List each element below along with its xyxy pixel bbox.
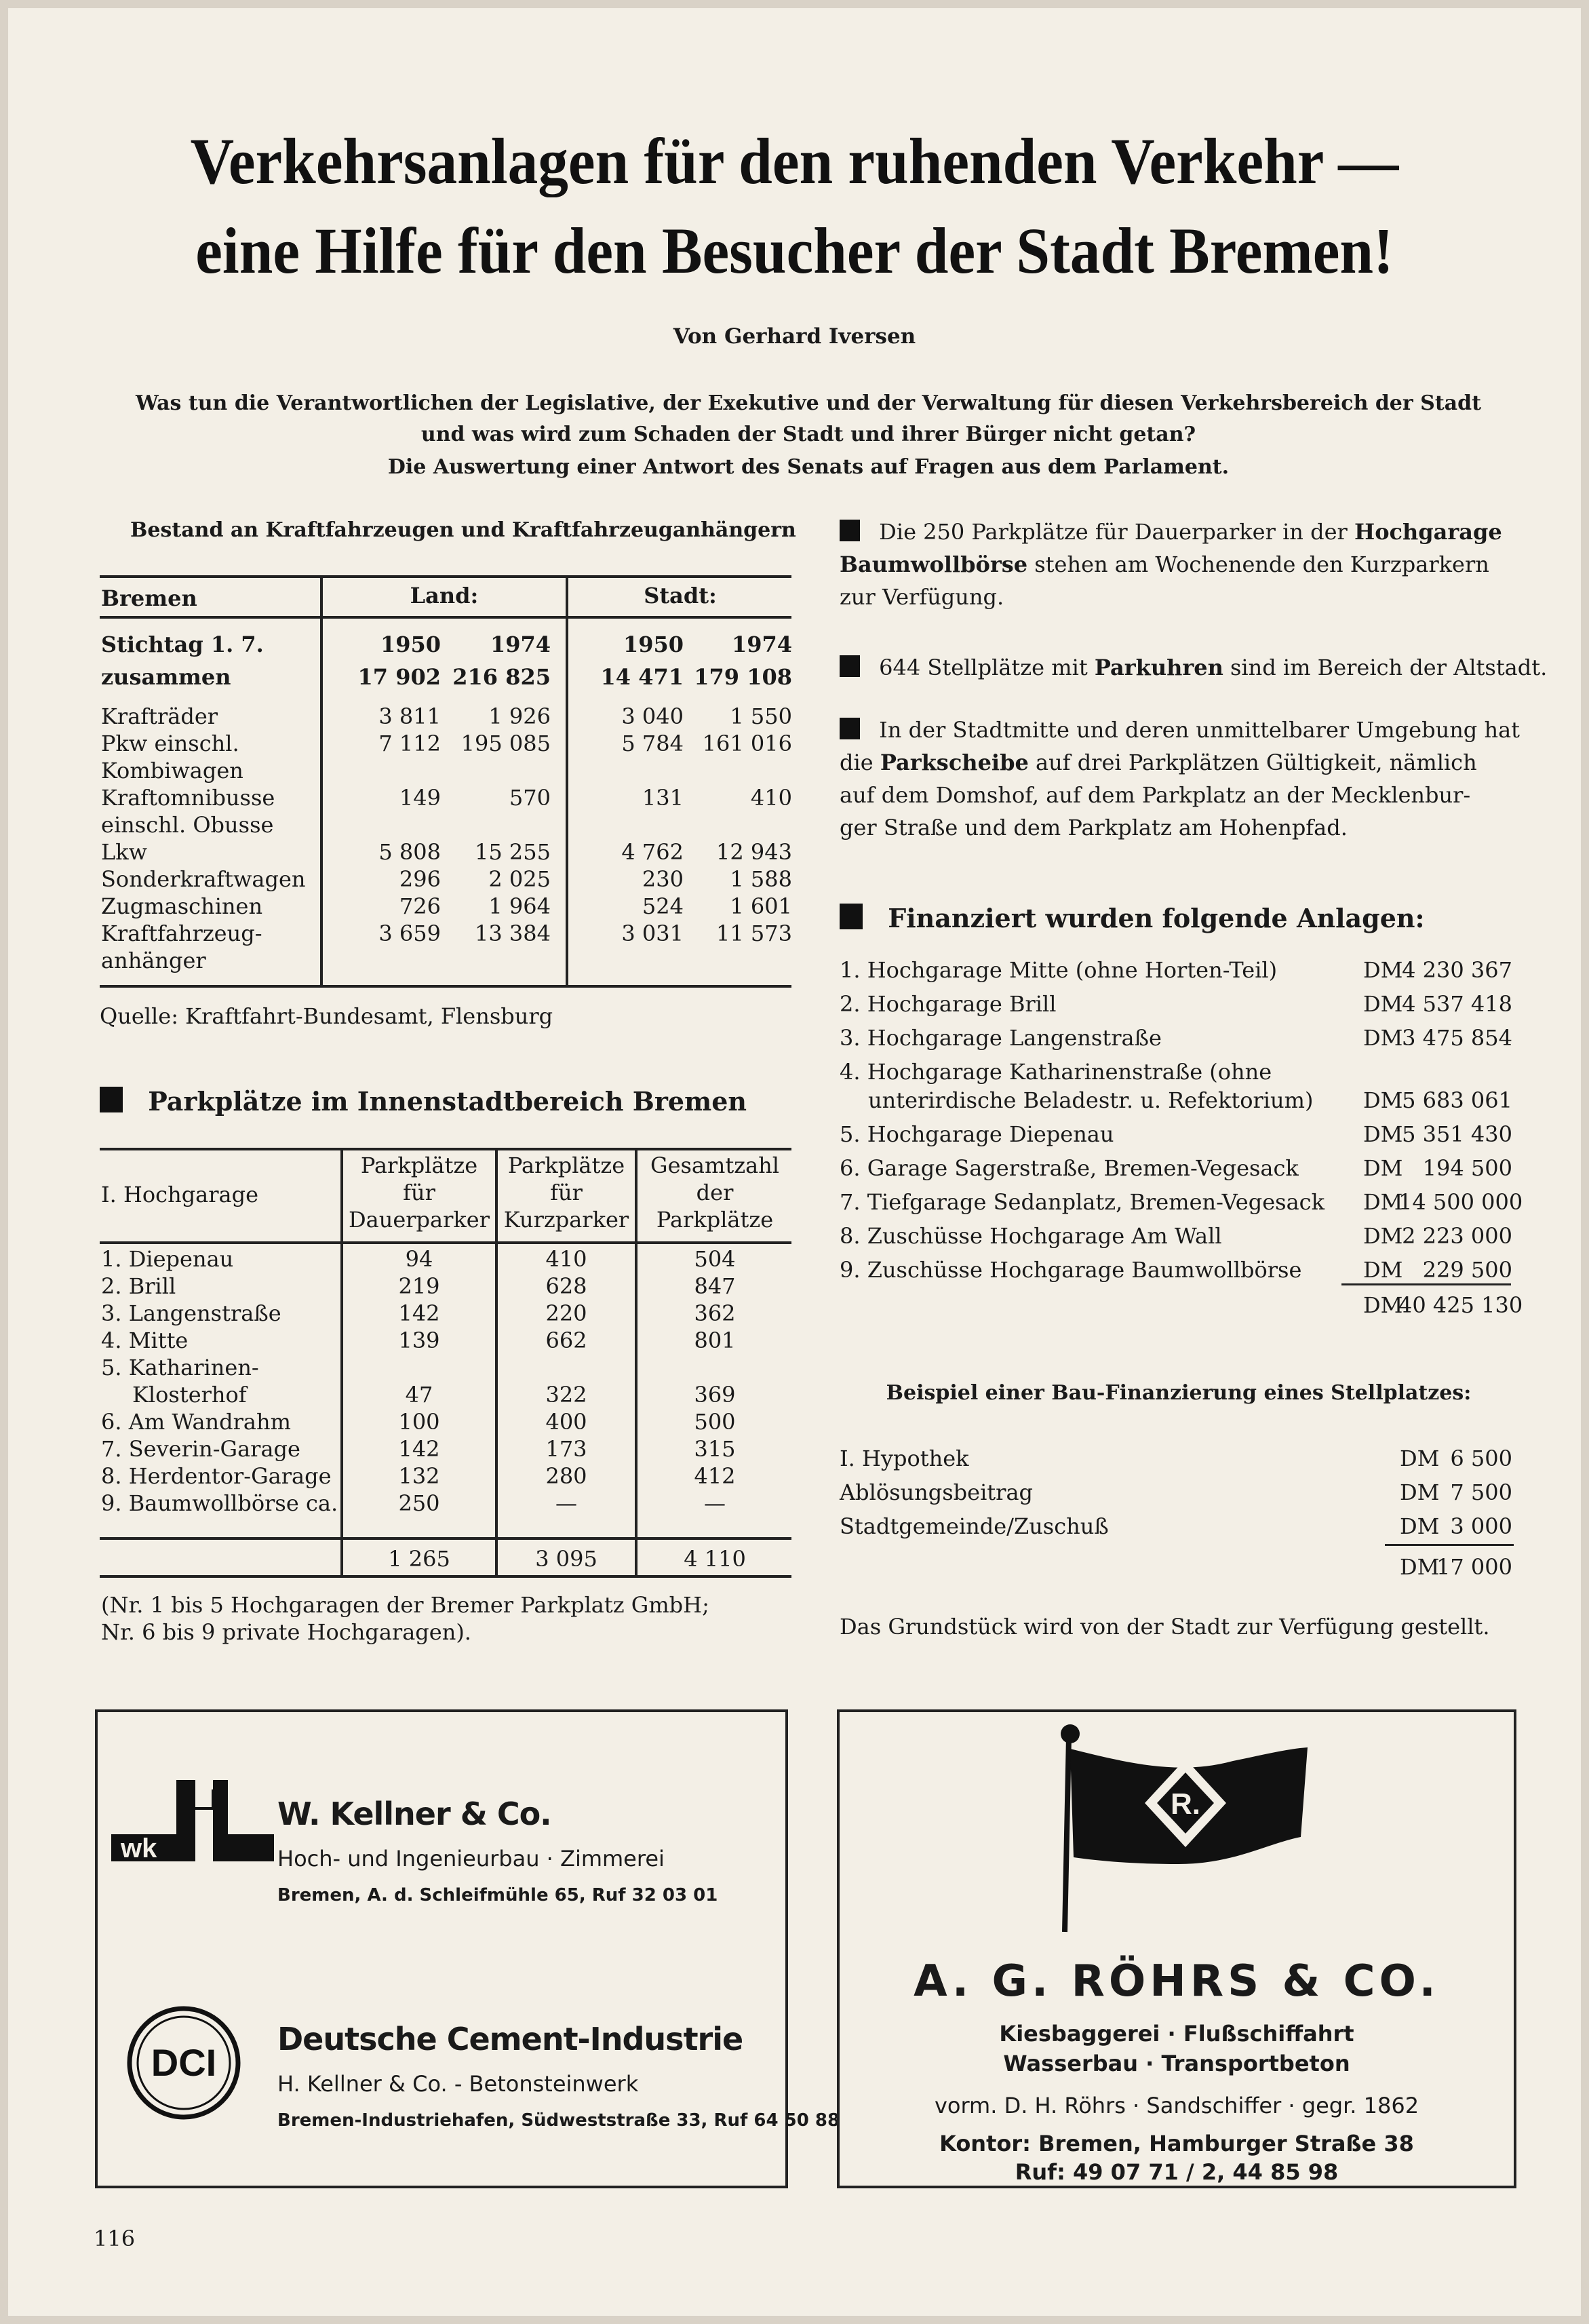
- vehicle-row-label: Kraftfahrzeug-: [101, 921, 262, 946]
- col-land: Land:: [410, 583, 479, 608]
- financing-row-amount: 194 500: [1422, 1155, 1512, 1181]
- wk-logo-icon: [111, 1780, 274, 1889]
- financing-row-label: 5. Hochgarage Diepenau: [840, 1121, 1114, 1147]
- example-note: Das Grundstück wird von der Stadt zur Verfügung gestellt.: [840, 1614, 1490, 1640]
- financing-row-amount: 2 223 000: [1402, 1223, 1512, 1249]
- svg-text:R.: R.: [1171, 1787, 1200, 1821]
- example-row-currency: DM: [1400, 1446, 1440, 1471]
- year: 1974: [731, 632, 792, 657]
- example-title: Beispiel einer Bau-Finanzierung eines Stellplatzes:: [886, 1381, 1472, 1405]
- financing-row-amount: 3 475 854: [1402, 1025, 1512, 1051]
- col-region: Bremen: [101, 585, 197, 611]
- roehrs-line-2: Wasserbau · Transportbeton: [1003, 2051, 1350, 2076]
- vehicle-source: Quelle: Kraftfahrt-Bundesamt, Flensburg: [100, 1003, 553, 1029]
- vehicle-row-value: 15 255: [475, 839, 551, 865]
- financing-row-currency: DM: [1363, 1223, 1403, 1249]
- parking-row-value: 139: [398, 1328, 440, 1353]
- parking-row-value: 322: [545, 1382, 587, 1408]
- vehicle-row-label: Lkw: [101, 839, 148, 865]
- parking-row-label: 2. Brill: [101, 1273, 176, 1299]
- vehicle-row-value: 524: [642, 893, 684, 919]
- parking-row-value: 142: [398, 1436, 440, 1462]
- financing-total: 40 425 130: [1398, 1292, 1523, 1318]
- bullet-square-icon: [840, 904, 863, 929]
- roehrs-company: A. G. RÖHRS & CO.: [914, 1956, 1440, 2007]
- vehicle-row-value: 2 025: [488, 866, 551, 892]
- svg-text:DCI: DCI: [151, 2041, 217, 2084]
- financing-row-label: 7. Tiefgarage Sedanplatz, Bremen-Vegesack: [840, 1189, 1325, 1215]
- vehicle-row-label: Kraftomnibusse: [101, 785, 275, 811]
- example-row-currency: DM: [1400, 1513, 1440, 1539]
- parking-row-label: Klosterhof: [132, 1382, 247, 1408]
- total-value: 216 825: [452, 664, 551, 690]
- example-row-amount: 7 500: [1450, 1479, 1512, 1505]
- total-value: 14 471: [600, 664, 684, 690]
- page-number: 116: [94, 2226, 136, 2251]
- example-total: 17 000: [1436, 1554, 1512, 1580]
- intro: [106, 388, 1510, 483]
- vehicle-row-label: Krafträder: [101, 703, 218, 729]
- col-stadt: Stadt:: [644, 583, 717, 608]
- vehicle-row-label: einschl. Obusse: [101, 812, 274, 838]
- vehicle-row-value: 410: [750, 785, 792, 811]
- example-row-amount: 3 000: [1450, 1513, 1512, 1539]
- parking-total: 1 265: [388, 1546, 450, 1572]
- dci-line-2: Bremen-Industriehafen, Südweststraße 33, Ruf 64 50 88: [277, 2110, 840, 2131]
- parking-row-value: 280: [545, 1463, 587, 1489]
- vehicle-row-value: 149: [399, 785, 441, 811]
- parking-row-value: 47: [405, 1382, 433, 1408]
- vehicle-row-label: Zugmaschinen: [101, 893, 263, 919]
- vehicle-row-value: 570: [509, 785, 551, 811]
- vehicle-row-value: 3 040: [621, 703, 684, 729]
- bullet-1: Die 250 Parkplätze für Dauerparker in der Hochgarage Baumwollbörse stehen am Wochenende den Kurzparkern zur Verfügung.: [840, 519, 1502, 610]
- financing-row-label: 3. Hochgarage Langenstraße: [840, 1025, 1162, 1051]
- vehicle-row-value: 296: [399, 866, 441, 892]
- total-label: zusammen: [101, 664, 231, 690]
- total-value: 179 108: [694, 664, 792, 690]
- financing-row-currency: DM: [1363, 1257, 1403, 1283]
- example-row-currency: DM: [1400, 1479, 1440, 1505]
- parking-row-value: —: [704, 1490, 726, 1516]
- bullet-square-icon: [100, 1087, 123, 1112]
- year: 1950: [380, 632, 441, 657]
- intro-line-3: Die Auswertung einer Antwort des Senats auf Fragen aus dem Parlament.: [387, 455, 1230, 479]
- example-row-amount: 6 500: [1450, 1446, 1512, 1471]
- parking-row-value: 662: [545, 1328, 587, 1353]
- financing-row-amount: 4 230 367: [1402, 957, 1512, 983]
- financing-row-label: 6. Garage Sagerstraße, Bremen-Vegesack: [840, 1155, 1299, 1181]
- dci-company: Deutsche Cement-Industrie: [277, 2021, 743, 2057]
- parking-title-text: Parkplätze im Innenstadtbereich Bremen: [148, 1086, 747, 1117]
- year: 1974: [490, 632, 551, 657]
- financing-row-currency: DM: [1363, 1155, 1403, 1181]
- vehicle-row-value: 3 811: [378, 703, 441, 729]
- financing-title: Finanziert wurden folgende Anlagen:: [840, 904, 1425, 932]
- bullet-2: 644 Stellplätze mit Parkuhren sind im Bereich der Altstadt.: [840, 651, 1552, 684]
- parking-row-value: 628: [545, 1273, 587, 1299]
- author: Von Gerhard Iversen: [673, 324, 916, 349]
- example-row-label: Stadtgemeinde/Zuschuß: [840, 1513, 1109, 1539]
- financing-row-currency: DM: [1363, 957, 1403, 983]
- vehicle-row-value: 3 659: [378, 921, 441, 946]
- parking-row-value: —: [555, 1490, 577, 1516]
- financing-row-currency: DM: [1363, 991, 1403, 1017]
- vehicle-row-value: 5 784: [621, 731, 684, 756]
- vehicle-row-value: 12 943: [716, 839, 792, 865]
- parking-row-label: 5. Katharinen-: [101, 1355, 259, 1380]
- financing-row-label: 1. Hochgarage Mitte (ohne Horten-Teil): [840, 957, 1278, 983]
- intro-line-2: und was wird zum Schaden der Stadt und ihrer Bürger nicht getan?: [420, 423, 1196, 446]
- bullet-square-icon: [840, 718, 860, 739]
- financing-row-label: 4. Hochgarage Katharinenstraße (ohne: [840, 1059, 1272, 1085]
- financing-row-amount: 229 500: [1422, 1257, 1512, 1283]
- parking-row-value: 400: [545, 1409, 587, 1435]
- kellner-line-1: Hoch- und Ingenieurbau · Zimmerei: [277, 1846, 665, 1872]
- financing-row-currency: DM: [1363, 1025, 1403, 1051]
- vehicle-row-value: 161 016: [702, 731, 792, 756]
- bullet-square-icon: [840, 520, 860, 541]
- financing-row-amount: 4 537 418: [1402, 991, 1512, 1017]
- financing-row-amount: 5 351 430: [1402, 1121, 1512, 1147]
- financing-total-currency: DM: [1363, 1292, 1403, 1318]
- bullet-3: In der Stadtmitte und deren unmittelbarer Umgebung hat die Parkscheibe auf drei Parkplätzen Gültigkeit, nämlich auf dem Domshof, auf dem Parkplatz an der Mecklenbur- ger Straße und dem Parkplatz am Hohenpfad.: [840, 717, 1520, 840]
- parking-row-value: 219: [398, 1273, 440, 1299]
- dci-line-1: H. Kellner & Co. - Betonsteinwerk: [277, 2071, 639, 2097]
- example-total-currency: DM: [1400, 1554, 1440, 1580]
- parking-row-value: 250: [398, 1490, 440, 1516]
- parking-row-value: 847: [694, 1273, 736, 1299]
- svg-text:wk: wk: [121, 1834, 157, 1863]
- parking-row-value: 142: [398, 1300, 440, 1326]
- parking-row-value: 100: [398, 1409, 440, 1435]
- page: [8, 8, 1581, 2316]
- parking-row-value: 220: [545, 1300, 587, 1326]
- financing-row-currency: DM: [1363, 1189, 1403, 1215]
- financing-row-currency: DM: [1363, 1087, 1403, 1113]
- dci-logo-icon: [125, 2004, 243, 2123]
- vehicle-row-value: 3 031: [621, 921, 684, 946]
- parking-row-value: 369: [694, 1382, 736, 1408]
- parking-row-value: 504: [694, 1246, 736, 1272]
- parking-total: 3 095: [535, 1546, 597, 1572]
- vehicle-row-value: 13 384: [475, 921, 551, 946]
- vehicle-row-label: Pkw einschl.: [101, 731, 239, 756]
- vehicle-row-value: 5 808: [378, 839, 441, 865]
- parking-row-label: 7. Severin-Garage: [101, 1436, 300, 1462]
- vehicle-row-label: Kombiwagen: [101, 758, 243, 783]
- title-line-1: Verkehrsanlagen für den ruhenden Verkehr —: [190, 125, 1399, 197]
- flag-icon: [1043, 1722, 1314, 1945]
- parking-row-value: 801: [694, 1328, 736, 1353]
- parking-note-2: Nr. 6 bis 9 private Hochgaragen).: [101, 1619, 471, 1645]
- parking-row-label: 3. Langenstraße: [101, 1300, 281, 1326]
- parking-row-value: 315: [694, 1436, 736, 1462]
- financing-row-label: 8. Zuschüsse Hochgarage Am Wall: [840, 1223, 1222, 1249]
- parking-row-value: 94: [405, 1246, 433, 1272]
- parking-row-label: 4. Mitte: [101, 1328, 189, 1353]
- parking-col-0: I. Hochgarage: [101, 1182, 259, 1207]
- parking-row-value: 173: [545, 1436, 587, 1462]
- example-row-label: Ablösungsbeitrag: [840, 1479, 1034, 1505]
- ad-roehrs: [837, 1709, 1516, 2188]
- roehrs-line-3: vorm. D. H. Röhrs · Sandschiffer · gegr. 1862: [934, 2093, 1419, 2118]
- roehrs-line-1: Kiesbaggerei · Flußschiffahrt: [999, 2021, 1354, 2047]
- vehicle-row-label: Sonderkraftwagen: [101, 866, 306, 892]
- parking-row-value: 410: [545, 1246, 587, 1272]
- financing-row-label: 2. Hochgarage Brill: [840, 991, 1057, 1017]
- parking-total: 4 110: [684, 1546, 746, 1572]
- vehicle-row-value: 726: [399, 893, 441, 919]
- parking-note-1: (Nr. 1 bis 5 Hochgaragen der Bremer Parkplatz GmbH;: [101, 1592, 709, 1618]
- title-line-2: eine Hilfe für den Besucher der Stadt Bremen!: [195, 214, 1394, 287]
- parking-col-3: Gesamtzahl der Parkplätze: [650, 1153, 779, 1233]
- financing-row-label: unterirdische Beladestr. u. Refektorium): [868, 1087, 1314, 1113]
- vehicle-row-value: 131: [642, 785, 684, 811]
- vehicle-row-label: anhänger: [101, 948, 206, 973]
- parking-row-label: 1. Diepenau: [101, 1246, 234, 1272]
- roehrs-line-4: Kontor: Bremen, Hamburger Straße 38: [939, 2131, 1414, 2156]
- parking-col-2: Parkplätze für Kurzparker: [503, 1153, 629, 1233]
- parking-table-title: [100, 1087, 747, 1115]
- vehicle-row-value: 195 085: [460, 731, 551, 756]
- kellner-line-2: Bremen, A. d. Schleifmühle 65, Ruf 32 03 01: [277, 1885, 718, 1905]
- parking-row-value: 132: [398, 1463, 440, 1489]
- bullet-square-icon: [840, 655, 860, 677]
- financing-row-amount: 5 683 061: [1402, 1087, 1512, 1113]
- example-row-label: I. Hypothek: [840, 1446, 969, 1471]
- ad-kellner: [95, 1709, 840, 2188]
- financing-row-amount: 14 500 000: [1398, 1189, 1523, 1215]
- stichtag: Stichtag 1. 7.: [101, 632, 264, 657]
- roehrs-line-5: Ruf: 49 07 71 / 2, 44 85 98: [1015, 2159, 1339, 2185]
- vehicle-row-value: 230: [642, 866, 684, 892]
- year: 1950: [623, 632, 684, 657]
- kellner-company: W. Kellner & Co.: [277, 1796, 551, 1832]
- parking-row-label: 6. Am Wandrahm: [101, 1409, 291, 1435]
- vehicle-row-value: 7 112: [378, 731, 441, 756]
- vehicle-row-value: 1 588: [730, 866, 792, 892]
- vehicle-row-value: 1 601: [730, 893, 792, 919]
- parking-row-label: 8. Herdentor-Garage: [101, 1463, 332, 1489]
- vehicle-row-value: 11 573: [716, 921, 792, 946]
- parking-row-value: 362: [694, 1300, 736, 1326]
- vehicle-table-title: Bestand an Kraftfahrzeugen und Kraftfahrzeuganhängern: [130, 518, 796, 542]
- vehicle-row-value: 1 926: [488, 703, 551, 729]
- vehicle-row-value: 1 964: [488, 893, 551, 919]
- parking-row-value: 412: [694, 1463, 736, 1489]
- parking-row-label: 9. Baumwollbörse ca.: [101, 1490, 338, 1516]
- intro-line-1: Was tun die Verantwortlichen der Legislative, der Exekutive und der Verwaltung für diesen Verkehrsbereich der Stadt: [136, 391, 1481, 415]
- financing-row-label: 9. Zuschüsse Hochgarage Baumwollbörse: [840, 1257, 1302, 1283]
- vehicle-row-value: 1 550: [730, 703, 792, 729]
- total-value: 17 902: [357, 664, 441, 690]
- financing-row-currency: DM: [1363, 1121, 1403, 1147]
- parking-col-1: Parkplätze für Dauerparker: [348, 1153, 490, 1233]
- vehicle-row-value: 4 762: [621, 839, 684, 865]
- parking-row-value: 500: [694, 1409, 736, 1435]
